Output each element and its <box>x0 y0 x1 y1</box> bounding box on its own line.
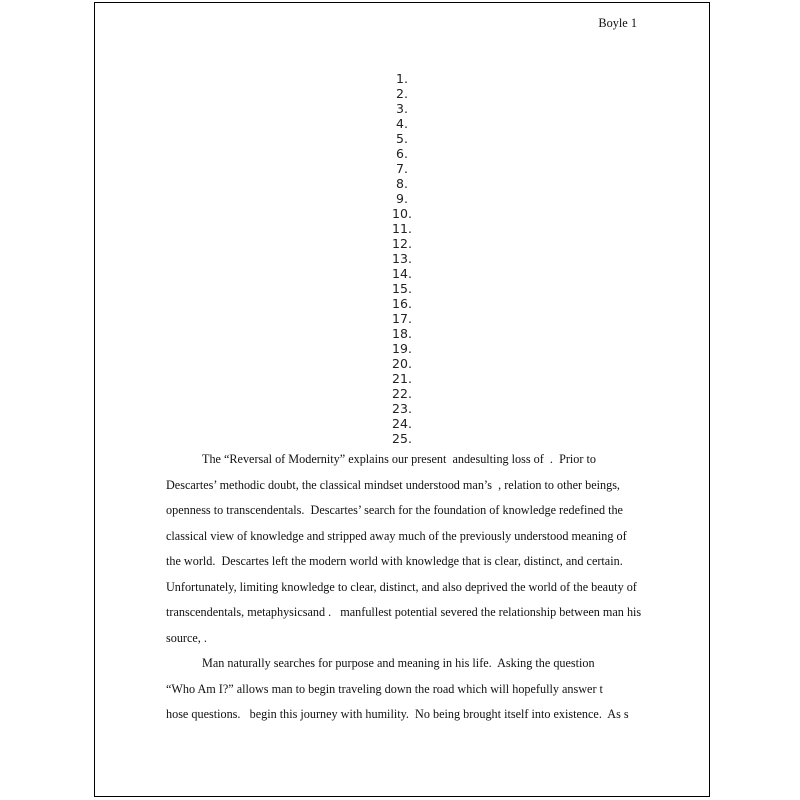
list-item-number: 18. <box>392 326 412 341</box>
body-text <box>166 447 666 728</box>
list-item-number: 7. <box>396 161 408 176</box>
list-item-number: 14. <box>392 266 412 281</box>
text-line: “Who Am I?” allows man to begin traveling down the road which will hopefully answer t <box>166 681 603 696</box>
list-item-number: 19. <box>392 341 412 356</box>
text-line: the world. Descartes left the modern world with knowledge that is clear, distinct, and certain. <box>166 554 623 569</box>
list-item-number: 5. <box>396 131 408 146</box>
list-item-number: 21. <box>392 371 412 386</box>
list-item-number: 15. <box>392 281 412 296</box>
page-header <box>580 4 637 43</box>
text-line: transcendentals, metaphysicsand . manfullest potential severed the relationship between man his <box>166 605 642 620</box>
list-item-number: 22. <box>392 386 412 401</box>
list-item-number: 17. <box>392 311 412 326</box>
text-line: classical view of knowledge and stripped away much of the previously understood meaning of <box>166 528 627 543</box>
numbered-list <box>95 71 709 446</box>
list-item-number: 4. <box>396 116 408 131</box>
text-line: source, . <box>166 630 207 645</box>
list-item-number: 1. <box>396 71 408 86</box>
text-line: Man naturally searches for purpose and meaning in his life. Asking the question <box>202 656 595 671</box>
text-line: The “Reversal of Modernity” explains our present andesulting loss of . Prior to <box>202 452 596 466</box>
list-item-number: 20. <box>392 356 412 371</box>
list-item-number: 16. <box>392 296 412 311</box>
header-page-label: Boyle 1 <box>598 16 637 30</box>
list-item-number: 3. <box>396 101 408 116</box>
list-item-number: 6. <box>396 146 408 161</box>
text-line: Unfortunately, limiting knowledge to clear, distinct, and also deprived the world of the beauty of <box>166 579 637 594</box>
list-item-number: 8. <box>396 176 408 191</box>
list-item-number: 23. <box>392 401 412 416</box>
text-line: openness to transcendentals. Descartes’ search for the foundation of knowledge redefined the <box>166 503 623 518</box>
text-line: hose questions. begin this journey with humility. No being brought itself into existence. As s <box>166 707 629 722</box>
text-line: Descartes’ methodic doubt, the classical mindset understood man’s , relation to other beings, <box>166 477 620 492</box>
list-item-number: 9. <box>396 191 408 206</box>
list-item-number: 11. <box>392 221 412 236</box>
list-item-number: 13. <box>392 251 412 266</box>
list-item-number: 25. <box>392 431 412 446</box>
list-item-number: 2. <box>396 86 408 101</box>
list-item-number: 12. <box>392 236 412 251</box>
list-item-number: 10. <box>392 206 412 221</box>
list-item-number: 24. <box>392 416 412 431</box>
page-border <box>94 2 710 797</box>
